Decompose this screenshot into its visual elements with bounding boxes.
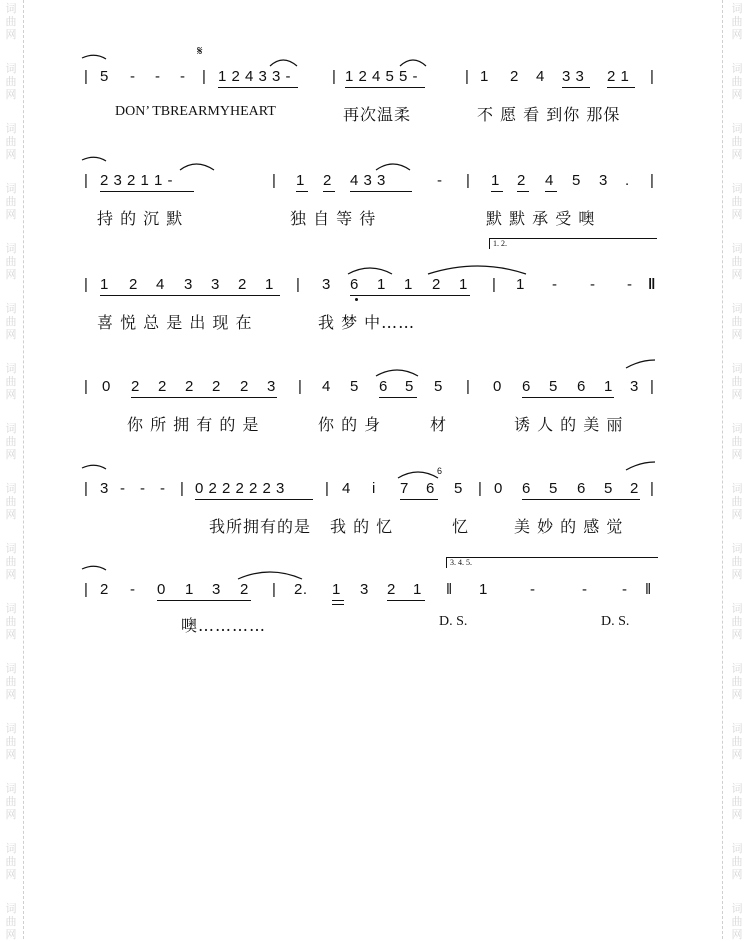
note: 1 [404, 276, 413, 293]
barline: | [84, 172, 89, 189]
note: 6 [350, 276, 359, 293]
barline: | [650, 378, 655, 395]
dash: - [437, 172, 443, 189]
lyric-segment: 你 所 拥 有 的 是 [127, 415, 260, 434]
note: 2 [432, 276, 441, 293]
note: 1 [480, 68, 489, 85]
note: 1 [459, 276, 468, 293]
volta-bracket: 3. 4. 5. [446, 557, 658, 568]
note: 6 [577, 480, 586, 497]
barline: | [84, 276, 89, 293]
note: 2 [387, 581, 396, 598]
watermark-glyphs: 词 曲 网 [5, 482, 17, 521]
watermark-glyphs: 词 曲 网 [731, 602, 743, 641]
slur-marks [0, 378, 746, 478]
watermark-glyphs: 词 曲 网 [731, 242, 743, 281]
note: 1 [332, 581, 341, 598]
note: 2 1 [607, 68, 630, 85]
score-row-1 [0, 68, 746, 168]
note: 3 [322, 276, 331, 293]
dash: - [160, 480, 166, 497]
note: 5 [604, 480, 613, 497]
barline: | [272, 172, 277, 189]
lyric-segment: 我 梦 中…… [318, 313, 416, 332]
note: 1 [604, 378, 613, 395]
note: 2 [129, 276, 138, 293]
barline: | [325, 480, 330, 497]
watermark-glyphs: 词 曲 网 [731, 482, 743, 521]
dash: - [130, 68, 136, 85]
note: 3 [630, 378, 639, 395]
note: 2 [238, 276, 247, 293]
lyric-segment: D. S. [601, 614, 630, 629]
note: 4 [545, 172, 554, 189]
note-group: 2 3 2 1 1 - [100, 172, 174, 189]
dash: - [140, 480, 146, 497]
note: 2 [100, 581, 109, 598]
watermark-glyphs: 词 曲 网 [5, 422, 17, 461]
barline: | [650, 480, 655, 497]
barline: | [272, 581, 277, 598]
dash: - [155, 68, 161, 85]
note: 0 [102, 378, 111, 395]
note: 1 [491, 172, 500, 189]
note: 4 [536, 68, 545, 85]
dot: . [625, 172, 630, 189]
dash: - [590, 276, 596, 293]
slur-marks [0, 172, 746, 272]
lyric-segment: DON’ TBREARMYHEART [115, 104, 276, 119]
watermark-glyphs: 词 曲 网 [5, 662, 17, 701]
note: i [372, 480, 376, 497]
watermark-glyphs: 词 曲 网 [731, 362, 743, 401]
barline: | [298, 378, 303, 395]
volta-bracket: 1. 2. [489, 238, 657, 249]
note: 7 [400, 480, 409, 497]
score-row-2 [0, 172, 746, 272]
note: 5 [549, 378, 558, 395]
watermark-glyphs: 词 曲 网 [731, 782, 743, 821]
final-barline: ‖ [648, 276, 656, 293]
note: 3 [211, 276, 220, 293]
slur-marks [0, 68, 746, 168]
note: 2 [131, 378, 140, 395]
dash: - [130, 581, 136, 598]
lyric-segment: 喜 悦 总 是 出 现 在 [97, 313, 253, 332]
dash: - [552, 276, 558, 293]
barline: | [478, 480, 483, 497]
note: 1 [413, 581, 422, 598]
note-group: 0 2 2 2 2 2 3 [195, 480, 285, 497]
dash: - [120, 480, 126, 497]
note: 2. [294, 581, 308, 598]
note: 2 [517, 172, 526, 189]
watermark-glyphs: 词 曲 网 [731, 902, 743, 941]
barline: | [84, 68, 89, 85]
dash: - [622, 581, 628, 598]
score-row-4 [0, 378, 746, 478]
barline: | [466, 378, 471, 395]
lyric-segment: 独 自 等 待 [290, 209, 377, 228]
note: 1 [516, 276, 525, 293]
note: 1 [479, 581, 488, 598]
barline: | [296, 276, 301, 293]
note: 2 [323, 172, 332, 189]
watermark-glyphs: 词 曲 网 [5, 362, 17, 401]
watermark-glyphs: 词 曲 网 [5, 902, 17, 941]
slur-marks [0, 276, 746, 376]
watermark-glyphs: 词 曲 网 [5, 782, 17, 821]
watermark-glyphs: 词 曲 网 [5, 62, 17, 101]
watermark-glyphs: 词 曲 网 [731, 182, 743, 221]
note: 3 [184, 276, 193, 293]
note: 2 [240, 378, 249, 395]
note: 0 [494, 480, 503, 497]
repeat-barline: ‖ [645, 581, 652, 598]
watermark-glyphs: 词 曲 网 [5, 2, 17, 41]
watermark-glyphs: 词 曲 网 [731, 422, 743, 461]
note: 1 [377, 276, 386, 293]
barline: | [84, 480, 89, 497]
repeat-barline: ‖ [446, 581, 453, 598]
note-group: 1 2 4 3 3 - [218, 68, 292, 85]
note: 4 [322, 378, 331, 395]
watermark-glyphs: 词 曲 网 [5, 542, 17, 581]
lyric-segment: 不 愿 看 到你 那保 [477, 105, 621, 124]
note: 2 [240, 581, 249, 598]
watermark-glyphs: 词 曲 网 [5, 302, 17, 341]
note: 4 3 3 [350, 172, 386, 189]
lyric-segment: 再次温柔 [343, 105, 412, 124]
note: 6 [577, 378, 586, 395]
note: 1 [296, 172, 305, 189]
watermark-glyphs: 词 曲 网 [731, 302, 743, 341]
watermark-glyphs: 词 曲 网 [731, 842, 743, 881]
lyric-segment: 美 妙 的 感 觉 [514, 517, 624, 536]
note: 3 3 [562, 68, 585, 85]
barline: | [650, 68, 655, 85]
dash: - [627, 276, 633, 293]
lyric-segment: 忆 [452, 517, 470, 536]
watermark-glyphs: 词 曲 网 [731, 2, 743, 41]
note: 1 [265, 276, 274, 293]
barline: | [180, 480, 185, 497]
note: 6 [426, 480, 435, 497]
watermark-glyphs: 词 曲 网 [731, 122, 743, 161]
note: 0 [157, 581, 166, 598]
note: 5 [572, 172, 581, 189]
note: 5 [549, 480, 558, 497]
barline: | [202, 68, 207, 85]
grace-note: 6 [437, 466, 443, 476]
note: 3 [267, 378, 276, 395]
dash: - [180, 68, 186, 85]
lyric-segment: 你 的 身 [318, 415, 382, 434]
note: 0 [493, 378, 502, 395]
note: 5 [350, 378, 359, 395]
lyric-segment: 我 的 忆 [330, 517, 394, 536]
lyric-segment: 我所拥有的是 [209, 517, 312, 536]
watermark-glyphs: 词 曲 网 [731, 542, 743, 581]
note: 6 [522, 378, 531, 395]
note: 1 [100, 276, 109, 293]
watermark-glyphs: 词 曲 网 [5, 722, 17, 761]
note: 3 [100, 480, 109, 497]
barline: | [492, 276, 497, 293]
barline: | [332, 68, 337, 85]
lyric-segment: 诱 人 的 美 丽 [514, 415, 624, 434]
watermark-glyphs: 词 曲 网 [731, 662, 743, 701]
note: 1 [185, 581, 194, 598]
lyric-segment: 材 [430, 415, 448, 434]
segno-sign: 𝄋 [197, 44, 203, 59]
dash: - [582, 581, 588, 598]
lyric-segment: 噢………… [181, 616, 267, 635]
watermark-glyphs: 词 曲 网 [5, 122, 17, 161]
note: 3 [599, 172, 608, 189]
watermark-glyphs: 词 曲 网 [731, 722, 743, 761]
barline: | [466, 172, 471, 189]
lyric-segment: 持 的 沉 默 [97, 209, 184, 228]
note: 5 [405, 378, 414, 395]
watermark-glyphs: 词 曲 网 [5, 842, 17, 881]
note: 4 [156, 276, 165, 293]
barline: | [650, 172, 655, 189]
note: 3 [360, 581, 369, 598]
note: 2 [185, 378, 194, 395]
note: 2 [158, 378, 167, 395]
note: 5 [434, 378, 443, 395]
lyric-segment: 默 默 承 受 噢 [486, 209, 596, 228]
barline: | [84, 581, 89, 598]
note: 6 [379, 378, 388, 395]
watermark-glyphs: 词 曲 网 [5, 242, 17, 281]
dash: - [530, 581, 536, 598]
watermark-glyphs: 词 曲 网 [731, 62, 743, 101]
barline: | [84, 378, 89, 395]
lyric-segment: D. S. [439, 614, 468, 629]
note: 2 [212, 378, 221, 395]
note: 5 [454, 480, 463, 497]
note: 2 [510, 68, 519, 85]
note: 2 [630, 480, 639, 497]
watermark-glyphs: 词 曲 网 [5, 602, 17, 641]
watermark-glyphs: 词 曲 网 [5, 182, 17, 221]
note-group: 1 2 4 5 5 - [345, 68, 419, 85]
note: 4 [342, 480, 351, 497]
barline: | [465, 68, 470, 85]
note: 3 [212, 581, 221, 598]
slur-marks [0, 581, 746, 681]
note: 5 [100, 68, 109, 85]
note: 6 [522, 480, 531, 497]
